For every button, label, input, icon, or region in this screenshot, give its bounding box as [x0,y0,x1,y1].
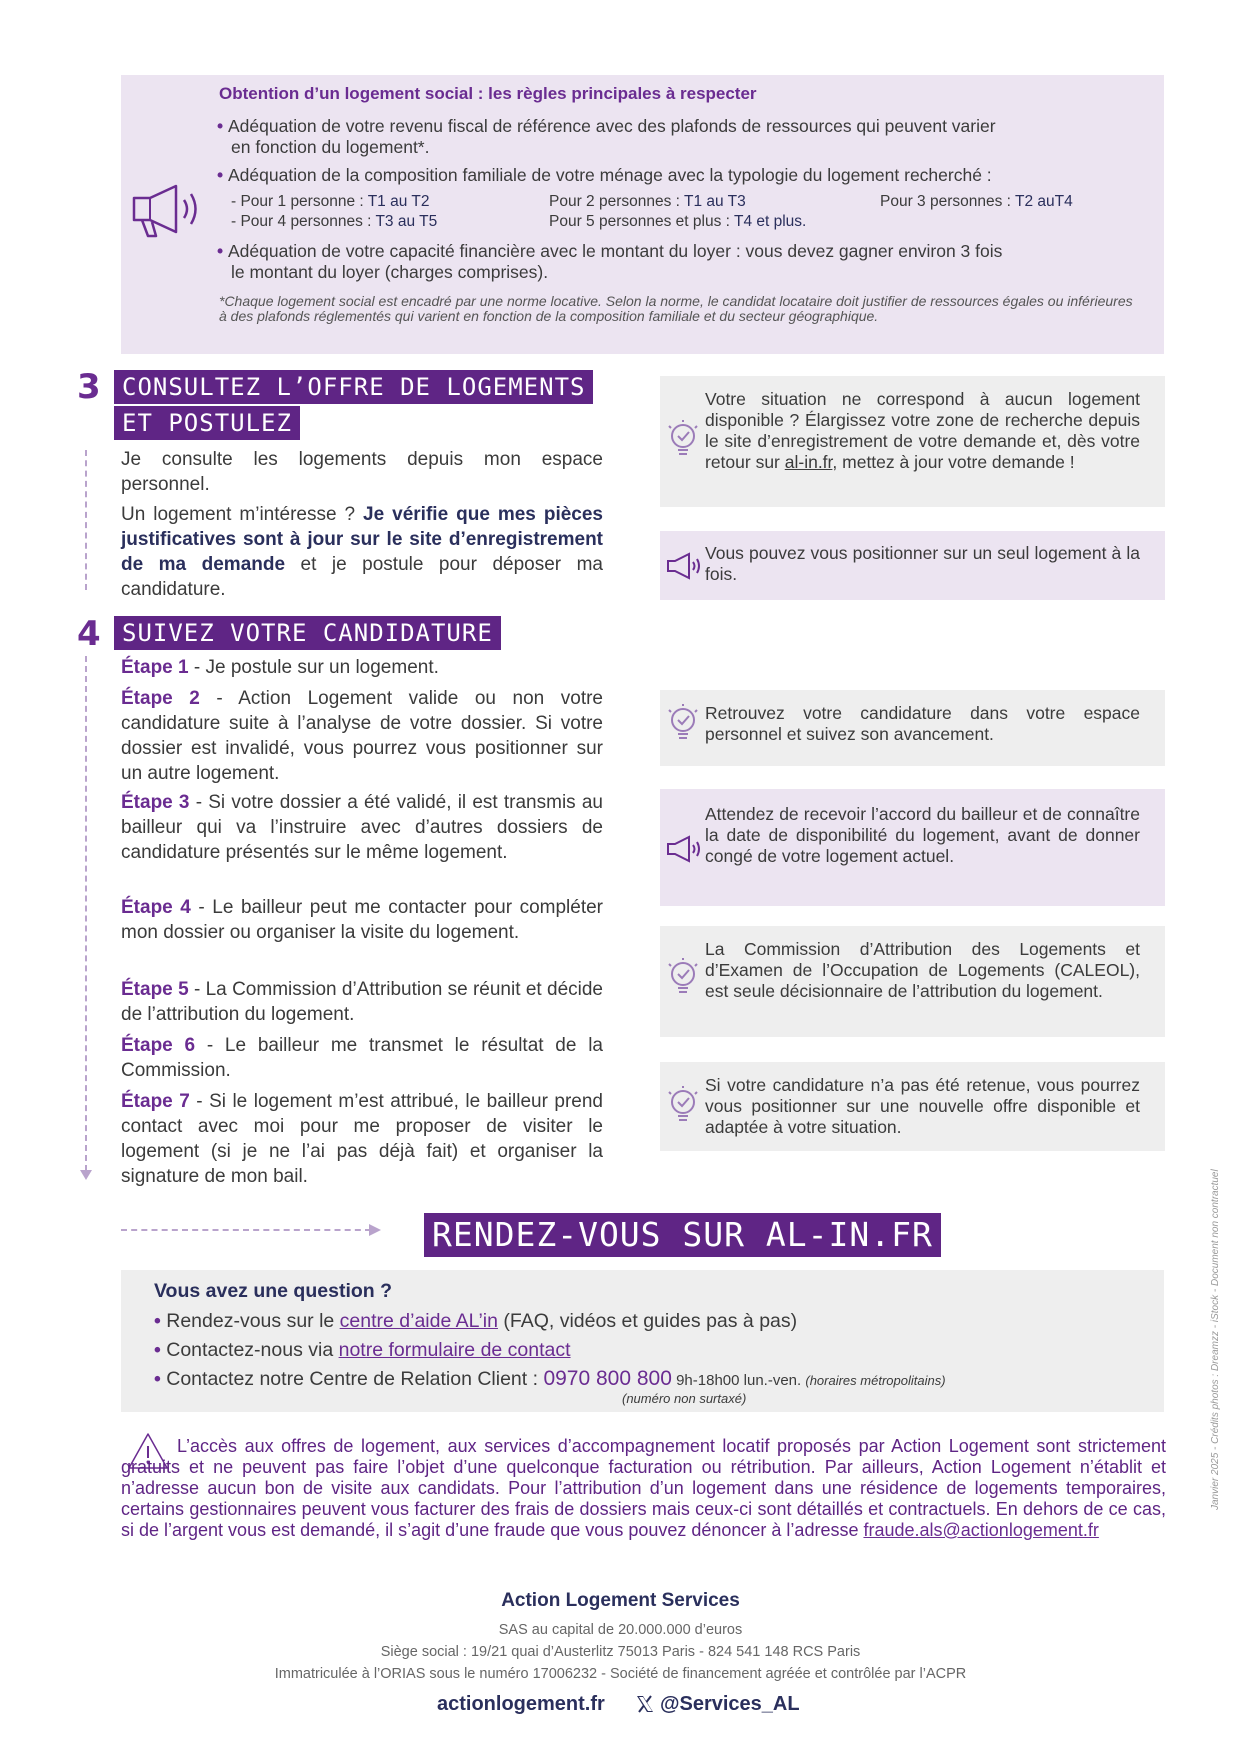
help-center-link[interactable]: centre d’aide AL’in [339,1310,498,1332]
step-5: Étape 5 - La Commission d’Attribution se réunit et décide de l’attribution du logement. [121,979,603,1025]
lightbulb-icon [665,1084,701,1133]
section-4-heading: SUIVEZ VOTRE CANDIDATURE [114,616,501,650]
megaphone-icon [128,180,208,240]
info-box-caleol: La Commission d’Attribution des Logements et d’Examen de l’Occupation de Logements (CALEOL), est seule décisionnaire de l’attribution du logement. [660,926,1165,1037]
section-3-para-2: Un logement m’intéresse ? Je vérifie que mes pièces justificatives sont à jour sur le site d’enregistrement de ma demande et je postule pour déposer ma candidature. [121,504,603,600]
question-title: Vous avez une question ? [154,1280,393,1302]
info-box-search-zone: Votre situation ne correspond à aucun logement disponible ? Élargissez votre zone de recherche depuis le site d’enregistrement de votre demande et, dès votre retour sur al-in.fr, mettez à jour votre demande ! [660,376,1165,507]
footer-registration: Immatriculée à l’ORIAS sous le numéro 17006232 - Société de financement agréée et contrôlée par l’ACPR [274,1666,967,1682]
lightbulb-icon [665,956,701,1005]
info-box-landlord-agreement: Attendez de recevoir l’accord du bailleur et de connaître la date de disponibilité du logement, avant de donner congé de votre logement actuel. [660,789,1165,906]
footer-social-handle[interactable]: @Services_AL [660,1693,800,1715]
step-1: Étape 1 - Je postule sur un logement. [121,657,439,678]
rdv-banner[interactable]: RENDEZ-VOUS SUR AL-IN.FR [424,1213,941,1257]
megaphone-icon [665,551,703,586]
phone-note: (numéro non surtaxé) [622,1391,747,1406]
rules-footnote: *Chaque logement social est encadré par une norme locative. Selon la norme, le candidat locataire doit justifier de ressources égales ou inférieures à des plafonds réglementés qui varient en fonction de la composition familiale et du secteur géographique. [219,293,1133,324]
lightbulb-icon [665,702,701,751]
rdv-dashed-line [121,1229,371,1231]
rules-bullet-income: • Adéquation de votre revenu fiscal de référence avec des plafonds de ressources qui peuvent varier en fonction du logement*. [217,116,996,157]
rules-bullet-finance: • Adéquation de votre capacité financière avec le montant du loyer : vous devez gagner environ 3 fois le montant du loyer (charges comprises). [217,241,1003,282]
info-box-not-retained: Si votre candidature n’a pas été retenue, vous pourrez vous positionner sur une nouvelle offre disponible et adaptée à votre situation. [660,1062,1165,1151]
step-4: Étape 4 - Le bailleur peut me contacter pour compléter mon dossier ou organiser la visite du logement. [121,897,603,943]
question-line-help: • Rendez-vous sur le centre d’aide AL’in (FAQ, vidéos et guides pas à pas) [154,1310,798,1332]
section-4-number: 4 [77,614,101,654]
step-3: Étape 3 - Si votre dossier a été validé, il est transmis au bailleur qui va l’instruire avec d’autres dossiers de candidature présentés sur le même logement. [121,792,604,863]
fraud-email-link[interactable]: fraude.als@actionlogement.fr [863,1520,1099,1540]
warning-text: L’accès aux offres de logement, aux services d’accompagnement locatif proposés par Action Logement sont strictement gratuits et ne peuvent pas faire l’objet d’une quelconque facturation ou rétribution. Par ailleurs, Action Logement n’établit et n’adresse aucun bon de visite aux candidats. Pour l’attribution d’un logement dans une résidence de logements temporaires, certains gestionnaires peuvent vous facturer des frais de dossiers mais ceux-ci sont détaillés et contractuels. En dehors de ce cas, si de l’argent vous est demandé, il s’agit d’une fraude que vous pouvez dénoncer à l’adresse fraude.als@actionlogement.fr [121,1436,1166,1540]
question-line-form: • Contactez-nous via notre formulaire de contact [154,1339,571,1361]
section-3-heading-line1: CONSULTEZ L’OFFRE DE LOGEMENTS [114,370,593,404]
question-line-phone: • Contactez notre Centre de Relation Client : 0970 800 800 9h-18h00 lun.-ven. (horaires métropolitains) [154,1367,946,1390]
al-in-link[interactable]: al-in.fr [784,452,833,472]
section-3-heading-line2: ET POSTULEZ [114,406,300,440]
step-6: Étape 6 - Le bailleur me transmet le résultat de la Commission. [121,1035,603,1081]
x-logo-icon [636,1695,654,1718]
contact-form-link[interactable]: notre formulaire de contact [338,1339,571,1361]
arrow-right-icon [368,1223,382,1242]
info-box-single-position: Vous pouvez vous positionner sur un seul logement à la fois. [660,531,1165,600]
photo-credits: Janvier 2025 - Crédits photos : Dreamzz - iStock - Document non contractuel [1210,1169,1221,1510]
footer-capital: SAS au capital de 20.000.000 d’euros [498,1622,743,1638]
step-7: Étape 7 - Si le logement m’est attribué, le bailleur prend contact avec moi pour me proposer de visiter le logement (si je ne l’ai pas déjà fait) et organiser la signature de mon bail. [121,1091,603,1187]
info-box-track-application: Retrouvez votre candidature dans votre espace personnel et suivez son avancement. [660,690,1165,766]
section-3-para-1: Je consulte les logements depuis mon espace personnel. [121,449,603,495]
phone-number[interactable]: 0970 800 800 [543,1367,672,1390]
section-4-timeline [85,656,87,1171]
timeline-arrow-down-icon [79,1168,93,1186]
footer-website[interactable]: actionlogement.fr [437,1693,605,1715]
section-3-timeline [85,450,87,590]
megaphone-icon [665,834,703,869]
step-2: Étape 2 - Action Logement valide ou non votre candidature suite à l’analyse de votre dossier. Si votre dossier est invalidé, vous pourrez vous positionner sur un autre logement. [121,688,603,784]
footer-company: Action Logement Services [501,1590,740,1611]
rules-title: Obtention d’un logement social : les règles principales à respecter [219,84,757,103]
section-3-number: 3 [77,367,101,407]
rules-bullet-family: • Adéquation de la composition familiale de votre ménage avec la typologie du logement recherché : [217,165,992,185]
footer-address: Siège social : 19/21 quai d’Austerlitz 75013 Paris - 824 541 148 RCS Paris [380,1644,861,1660]
lightbulb-icon [665,418,701,467]
